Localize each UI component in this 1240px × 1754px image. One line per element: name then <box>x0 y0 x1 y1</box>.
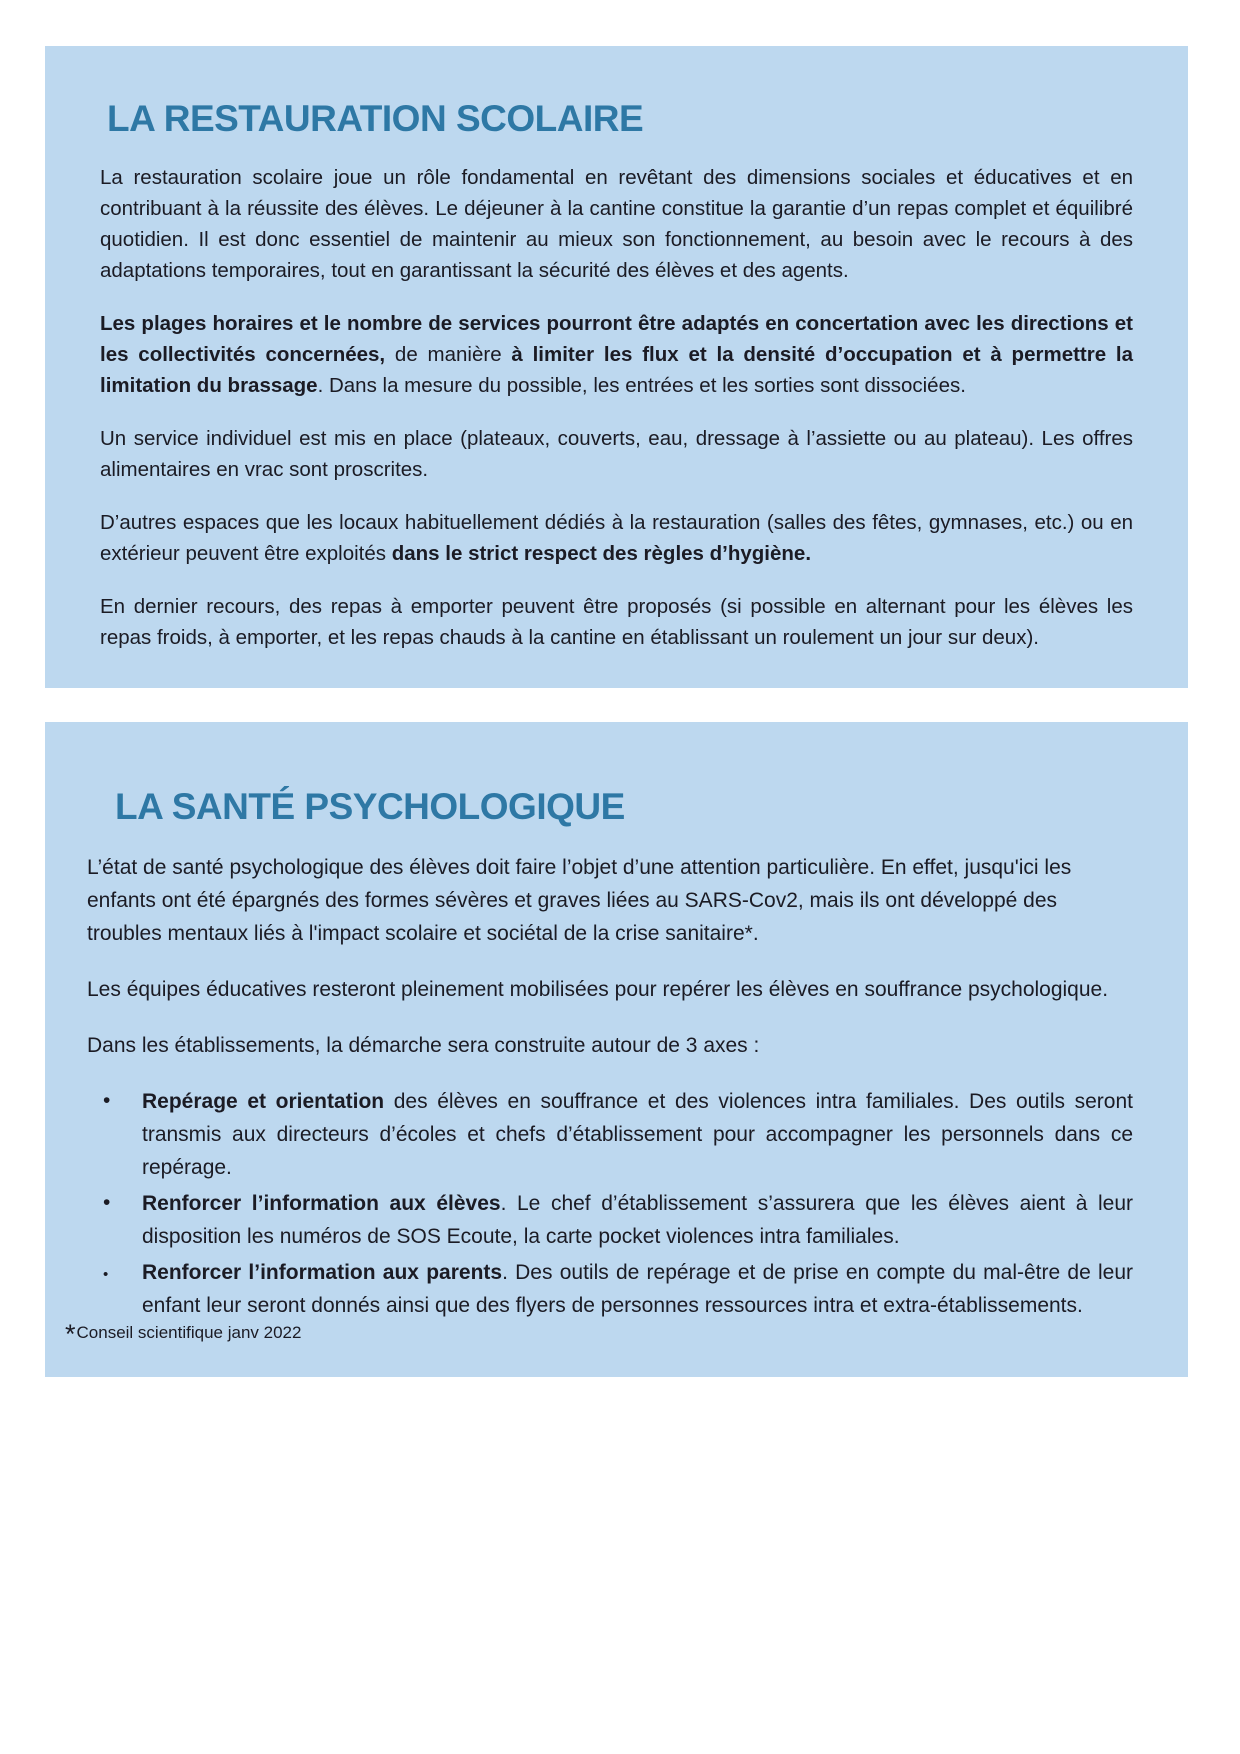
text-segment: Dans les établissements, la démarche sera construite autour de 3 axes : <box>87 1034 760 1057</box>
bullet-icon: • <box>103 1191 111 1214</box>
text-segment: . Le chef d’établissement s’assurera que les élèves aient à leur disposition les numéros de SOS Ecoute, la carte pocket violences intra familiales. <box>142 1192 1133 1248</box>
footnote <box>65 1319 302 1349</box>
axes-bullet-list <box>87 1085 1133 1322</box>
paragraph-repas-emporter <box>100 591 1133 653</box>
bold-text-segment: Les plages horaires et le nombre de services pourront être adaptés en concertation avec les directions et les collectivités concernées, <box>100 312 1133 366</box>
paragraph-trois-axes <box>87 1029 1133 1062</box>
paragraph-autres-espaces <box>100 507 1133 569</box>
bold-text-segment: dans le strict respect des règles d’hygiène. <box>391 542 812 565</box>
asterisk-icon: * <box>65 1319 76 1349</box>
bullet-text <box>142 1090 1133 1179</box>
section-sante-psychologique <box>45 722 1188 1377</box>
footnote-text: Conseil scientifique janv 2022 <box>76 1323 302 1342</box>
bold-text-segment: Repérage et orientation <box>142 1090 385 1113</box>
paragraph-restauration-intro <box>100 162 1133 286</box>
text-segment: La restauration scolaire joue un rôle fondamental en revêtant des dimensions sociales et éducatives et en contribuant à la réussite des élèves. Le déjeuner à la cantine constitue la garantie d’un repas complet et équilibré quotidien. Il est donc essentiel de maintenir au mieux son fonctionnement, au besoin avec le recours à des adaptations temporaires, tout en garantissant la sécurité des élèves et des agents. <box>100 166 1133 282</box>
text-segment: D’autres espaces que les locaux habituellement dédiés à la restauration (salles des fêtes, gymnases, etc.) ou en extérieur peuvent être exploités <box>100 511 1133 565</box>
section-title-sante: LA SANTÉ PSYCHOLOGIQUE <box>115 786 625 827</box>
text-segment: . Des outils de repérage et de prise en compte du mal-être de leur enfant leur seront donnés ainsi que des flyers de personnes ressources intra et extra-établissements. <box>142 1261 1133 1317</box>
paragraph-service-individuel <box>100 423 1133 485</box>
text-segment: Un service individuel est mis en place (plateaux, couverts, eau, dressage à l’assiette ou au plateau). Les offres alimentaires en vrac sont proscrites. <box>100 427 1133 481</box>
bullet-text <box>142 1261 1133 1317</box>
bullet-reperage-orientation <box>87 1085 1133 1184</box>
bullet-icon: • <box>103 1089 111 1112</box>
bold-text-segment: à limiter les flux et la densité d’occupation et à permettre la limitation du brassage <box>100 343 1134 397</box>
section-restauration-scolaire <box>45 46 1188 688</box>
text-segment: des élèves en souffrance et des violences intra familiales. Des outils seront transmis aux directeurs d’écoles et chefs d’établissement pour accompagner les personnels dans ce repérage. <box>142 1090 1133 1179</box>
bullet-information-eleves <box>87 1187 1133 1253</box>
text-segment: L’état de santé psychologique des élèves doit faire l’objet d’une attention particulière. En effet, jusqu'ici les enfants ont été épargnés des formes sévères et graves liées au SARS-Cov2, mais ils ont développé des troubles mentaux liés à l'impact scolaire et sociétal de la crise sanitaire*. <box>87 856 1072 945</box>
paragraph-equipes-educatives <box>87 973 1133 1006</box>
paragraph-etat-sante <box>87 851 1133 950</box>
section-title-restauration: LA RESTAURATION SCOLAIRE <box>107 98 644 139</box>
text-segment: de manière <box>385 343 512 366</box>
bullet-text <box>142 1192 1133 1248</box>
bold-text-segment: Renforcer l’information aux élèves <box>142 1192 501 1215</box>
bold-text-segment: Renforcer l’information aux parents <box>142 1261 503 1284</box>
text-segment: . Dans la mesure du possible, les entrées et les sorties sont dissociées. <box>317 374 966 397</box>
paragraph-plages-horaires <box>100 308 1133 401</box>
text-segment: Les équipes éducatives resteront pleinement mobilisées pour repérer les élèves en souffrance psychologique. <box>87 978 1109 1001</box>
text-segment: En dernier recours, des repas à emporter peuvent être proposés (si possible en alternant pour les élèves les repas froids, à emporter, et les repas chauds à la cantine en établissant un roulement un jour sur deux). <box>100 595 1133 649</box>
bullet-icon: • <box>103 1266 109 1283</box>
bullet-information-parents <box>87 1256 1133 1322</box>
